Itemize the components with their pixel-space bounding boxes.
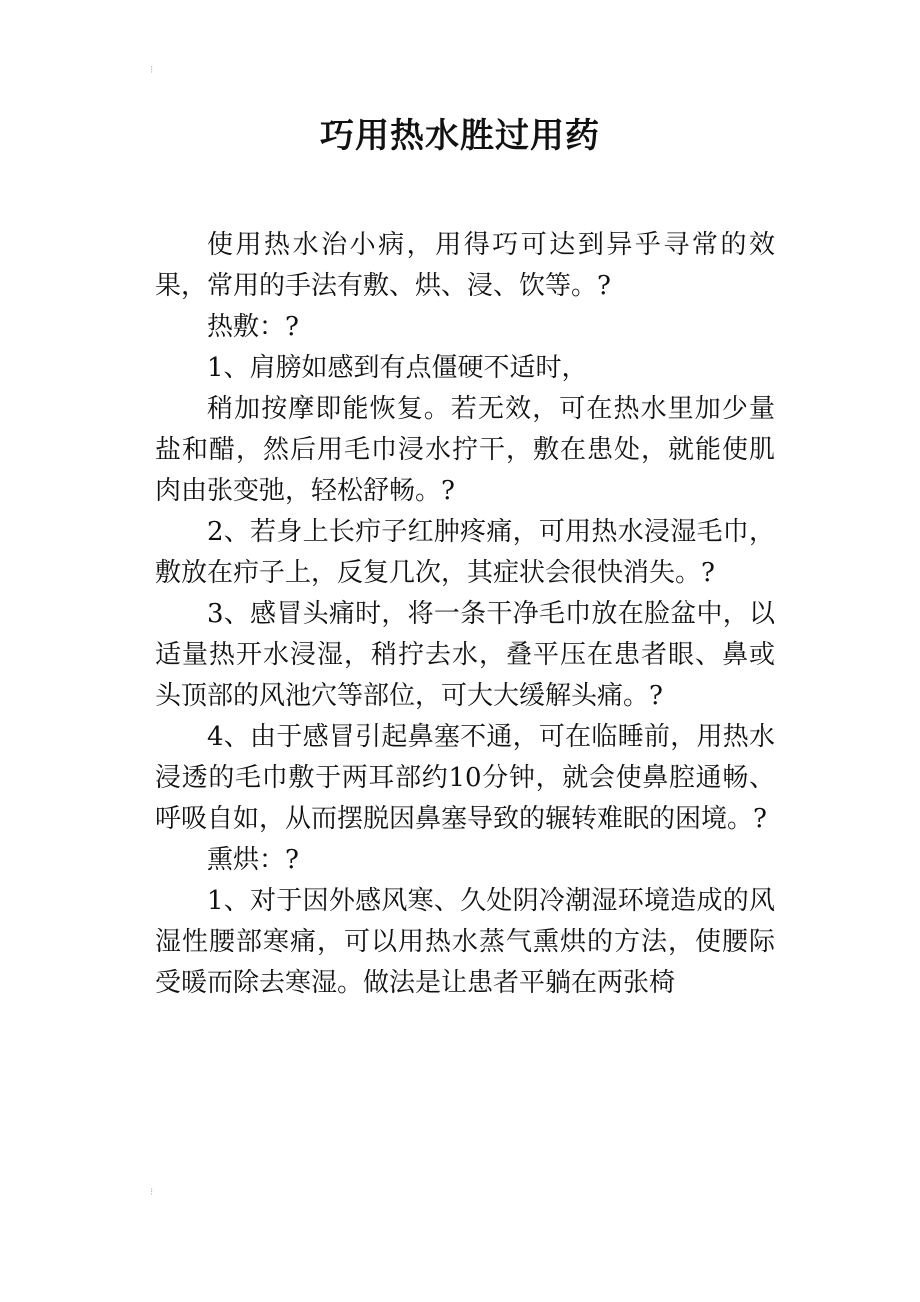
paragraph-steam-item-1: 1、对于因外感风寒、久处阴冷潮湿环境造成的风湿性腰部寒痛，可以用热水蒸气熏烘的方法，使腰际受暖而除去寒湿。做法是让患者平躺在两张椅 — [155, 886, 775, 998]
paragraph-item-2: 2、若身上长疖子红肿疼痛，可用热水浸湿毛巾，敷放在疖子上，反复几次，其症状会很快消失。? — [155, 517, 775, 588]
paragraph-item-1: 1、肩膀如感到有点僵硬不适时， — [207, 353, 588, 383]
document-title: 巧用热水胜过用药 — [320, 116, 600, 156]
corner-crop-mark-top: ⁝ — [150, 65, 154, 76]
section-heading-steam: 熏烘：? — [207, 845, 299, 875]
corner-crop-mark-bottom: ⁝ — [150, 1187, 154, 1198]
paragraph-item-3: 3、感冒头痛时，将一条干净毛巾放在脸盆中，以适量热开水浸湿，稍拧去水，叠平压在患者眼、鼻或头顶部的风池穴等部位，可大大缓解头痛。? — [155, 599, 775, 711]
paragraph-intro: 使用热水治小病，用得巧可达到异乎寻常的效果，常用的手法有敷、烘、浸、饮等。? — [155, 230, 775, 301]
document-body — [155, 225, 775, 1004]
paragraph-item-4: 4、由于感冒引起鼻塞不通，可在临睡前，用热水浸透的毛巾敷于两耳部约10分钟，就会使鼻腔通畅、呼吸自如，从而摆脱因鼻塞导致的辗转难眠的困境。? — [155, 722, 775, 834]
paragraph-item-1-continued: 稍加按摩即能恢复。若无效，可在热水里加少量盐和醋，然后用毛巾浸水拧干，敷在患处，就能使肌肉由张变弛，轻松舒畅。? — [155, 394, 775, 506]
section-heading-hot-compress: 热敷：? — [207, 312, 299, 342]
